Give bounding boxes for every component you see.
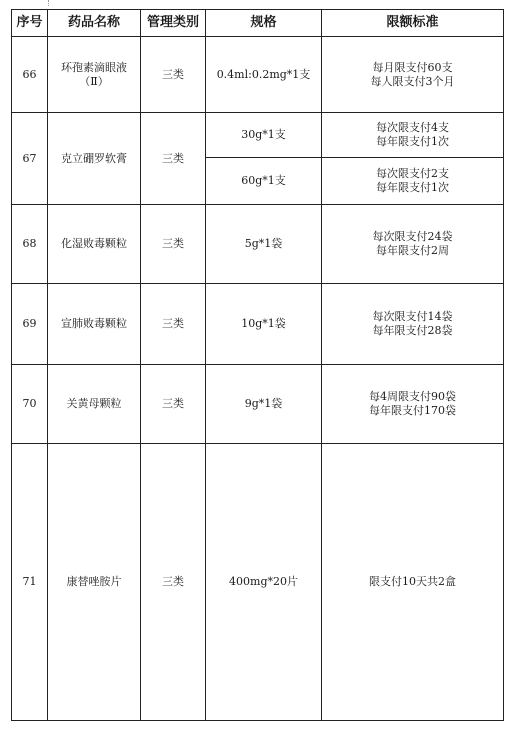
cell-spec: 30g*1支 [206, 113, 322, 158]
cell-no: 70 [12, 365, 48, 444]
cell-drug-name [48, 444, 141, 721]
header-category: 管理类别 [141, 10, 206, 37]
cell-spec: 9g*1袋 [206, 365, 322, 444]
header-no: 序号 [12, 10, 48, 37]
drug-name-line: 宣肺败毒颗粒 [61, 317, 127, 330]
cell-category: 三类 [141, 113, 206, 205]
table-row [12, 284, 504, 365]
page-margin-tick [48, 0, 50, 6]
cell-no: 66 [12, 37, 48, 113]
drug-name-line: 关黄母颗粒 [66, 397, 122, 410]
cell-limit [322, 365, 504, 444]
cell-limit [322, 158, 504, 205]
cell-drug-name [48, 284, 141, 365]
cell-category: 三类 [141, 444, 206, 721]
cell-spec: 0.4ml:0.2mg*1支 [206, 37, 322, 113]
header-drug-name: 药品名称 [48, 10, 141, 37]
cell-limit [322, 205, 504, 284]
cell-drug-name [48, 113, 141, 205]
cell-limit [322, 113, 504, 158]
cell-limit [322, 37, 504, 113]
drug-name-line: 康替唑胺片 [66, 575, 122, 588]
table-row [12, 113, 504, 158]
limit-line: 每次限支付4支 [376, 121, 449, 134]
drug-name-line: （Ⅱ） [79, 74, 109, 88]
cell-category: 三类 [141, 365, 206, 444]
limit-line: 每次限支付24袋 [372, 230, 453, 243]
table-header-row [12, 10, 504, 37]
drug-name-line: 化湿败毒颗粒 [61, 237, 127, 250]
cell-limit [322, 444, 504, 721]
cell-no: 68 [12, 205, 48, 284]
table-row [12, 37, 504, 113]
cell-drug-name [48, 37, 141, 113]
cell-category: 三类 [141, 284, 206, 365]
cell-no: 71 [12, 444, 48, 721]
cell-spec: 60g*1支 [206, 158, 322, 205]
table-body [12, 37, 504, 721]
header-spec: 规格 [206, 10, 322, 37]
cell-category: 三类 [141, 37, 206, 113]
cell-spec: 400mg*20片 [206, 444, 322, 721]
cell-drug-name [48, 205, 141, 284]
table-row [12, 365, 504, 444]
limit-line: 每次限支付14袋 [372, 310, 453, 323]
limit-line: 每年限支付1次 [376, 135, 449, 148]
cell-no: 69 [12, 284, 48, 365]
limit-line: 每月限支付60支 [372, 60, 453, 74]
limit-line: 每年限支付1次 [376, 181, 449, 194]
limit-line: 每年限支付28袋 [372, 324, 453, 337]
table-row [12, 205, 504, 284]
limit-line: 每年限支付170袋 [369, 404, 456, 417]
limit-line: 每次限支付2支 [376, 167, 449, 180]
drug-name-line: 环孢素滴眼液 [61, 60, 127, 74]
limit-line: 限支付10天共2盒 [369, 575, 456, 588]
limit-line: 每4周限支付90袋 [369, 390, 456, 403]
drug-limit-table [11, 9, 504, 721]
cell-limit [322, 284, 504, 365]
header-limit: 限额标准 [322, 10, 504, 37]
cell-drug-name [48, 365, 141, 444]
limit-line: 每人限支付3个月 [370, 74, 455, 88]
cell-spec: 5g*1袋 [206, 205, 322, 284]
cell-spec: 10g*1袋 [206, 284, 322, 365]
drug-name-line: 克立硼罗软膏 [61, 151, 127, 165]
cell-category: 三类 [141, 205, 206, 284]
limit-line: 每年限支付2周 [376, 244, 449, 257]
cell-no: 67 [12, 113, 48, 205]
table-row [12, 444, 504, 721]
